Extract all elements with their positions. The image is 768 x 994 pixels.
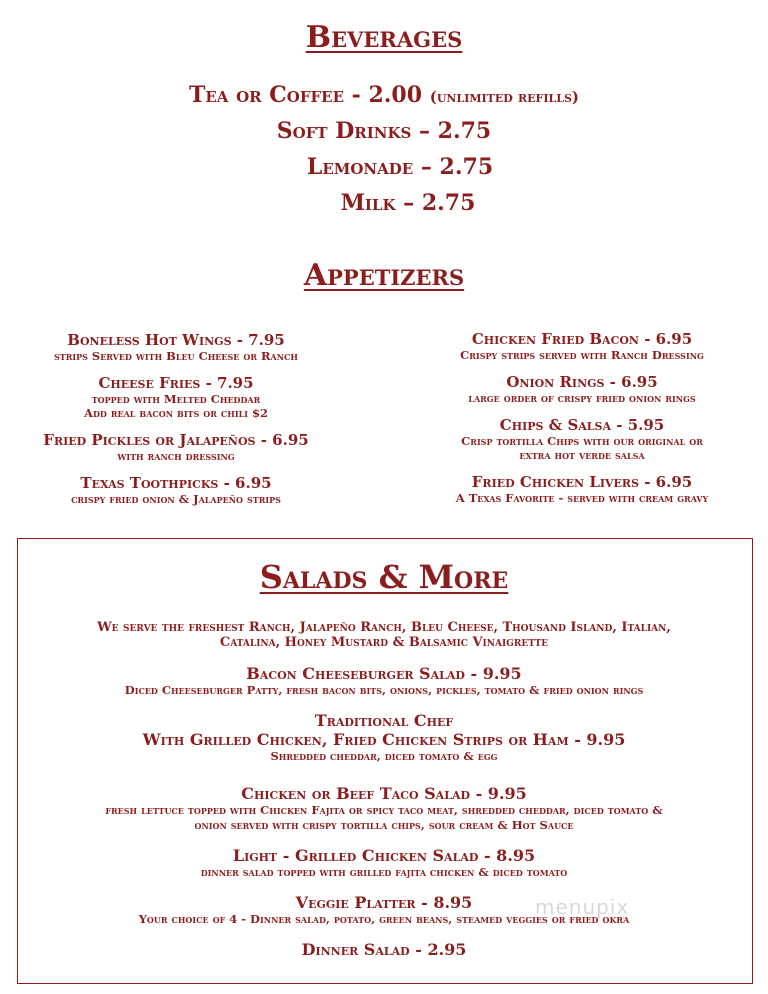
salad-item [0, 711, 768, 764]
dressings-line: Catalina, Honey Mustard & Balsamic Vinaigrette [219, 635, 549, 650]
beverage-item-note: (unlimited refills) [429, 88, 580, 106]
salad-item-name: Veggie Platter - 8.95 [295, 893, 473, 912]
beverages-heading: Beverages [305, 20, 463, 55]
watermark-logo: menupix [535, 895, 630, 919]
salad-item-name: Chicken or Beef Taco Salad - 9.95 [241, 784, 527, 803]
beverage-item-text: Tea or Coffee - 2.00 [188, 82, 423, 108]
salad-item-desc: dinner salad topped with grilled fajita chicken & diced tomato [200, 865, 568, 879]
salad-item [0, 940, 768, 959]
menu-item-desc: extra hot verde salsa [519, 448, 645, 462]
dressings-line: We serve the freshest Ranch, Jalapeño Ranch, Bleu Cheese, Thousand Island, Italian, [97, 620, 671, 635]
salad-item [0, 846, 768, 880]
salad-item [0, 664, 768, 698]
beverage-item: Lemonade – 2.75 [306, 154, 494, 180]
menu-item-name: Fried Pickles or Jalapeños - 6.95 [43, 431, 309, 449]
beverage-item [0, 82, 768, 108]
menu-item-desc: with ranch dressing [117, 449, 235, 463]
salad-item-name: Light - Grilled Chicken Salad - 8.95 [232, 846, 536, 865]
salad-item [0, 784, 768, 833]
menu-item-name: Fried Chicken Livers - 6.95 [471, 473, 693, 491]
appetizers-left-column [14, 332, 338, 518]
menu-item [14, 475, 338, 506]
salad-item-desc: Diced Cheeseburger Patty, fresh bacon bits, onions, pickles, tomato & fried onion rings [124, 683, 644, 697]
menu-item [14, 332, 338, 363]
menu-item-name: Boneless Hot Wings - 7.95 [67, 331, 285, 349]
menu-item-name: Cheese Fries - 7.95 [98, 374, 254, 392]
menu-item-desc: A Texas Favorite - served with cream gravy [455, 491, 709, 505]
menu-item-desc: Crispy strips served with Ranch Dressing [460, 348, 704, 362]
salad-item-name: With Grilled Chicken, Fried Chicken Strips or Ham - 9.95 [142, 730, 626, 749]
salad-item-desc: Your choice of 4 - Dinner salad, potato, green beans, steamed veggies or fried okra [138, 912, 630, 926]
salad-item-desc: onion served with crispy tortilla chips, sour cream & Hot Sauce [194, 818, 574, 832]
menu-item [14, 432, 338, 463]
salad-item-name: Dinner Salad - 2.95 [301, 940, 467, 959]
menu-item [412, 474, 752, 505]
menu-item-desc: topped with Melted Cheddar [91, 392, 261, 406]
menu-item-desc: crispy fried onion & Jalapeño strips [71, 492, 281, 506]
menu-item [412, 331, 752, 362]
salad-item-desc: fresh lettuce topped with Chicken Fajita or spicy taco meat, shredded cheddar, diced tomato & [105, 803, 663, 817]
salad-item-desc: Shredded cheddar, diced tomato & egg [270, 749, 498, 763]
salad-item-name: Traditional Chef [314, 711, 454, 730]
menu-item-desc: large order of crispy fried onion rings [468, 391, 696, 405]
menu-item-desc: Crisp tortilla Chips with our original or [461, 434, 703, 448]
appetizers-heading: Appetizers [303, 258, 465, 293]
menu-item-name: Chicken Fried Bacon - 6.95 [471, 330, 693, 348]
dressings-note [0, 620, 768, 650]
menu-item [412, 417, 752, 462]
menu-item [412, 374, 752, 405]
menu-item-name: Chips & Salsa - 5.95 [499, 416, 665, 434]
beverage-item: Milk – 2.75 [340, 190, 476, 216]
appetizers-right-column [412, 331, 752, 517]
salad-item-name: Bacon Cheeseburger Salad - 9.95 [246, 664, 522, 683]
salads-heading: Salads & More [259, 558, 509, 596]
menu-item-name: Onion Rings - 6.95 [506, 373, 658, 391]
salad-item [0, 893, 768, 927]
beverage-item: Soft Drinks – 2.75 [276, 118, 492, 144]
menu-item-desc: strips Served with Bleu Cheese or Ranch [53, 349, 298, 363]
menu-item-name: Texas Toothpicks - 6.95 [80, 474, 272, 492]
menu-item-desc: Add real bacon bits or chili $2 [84, 406, 268, 420]
menu-item [14, 375, 338, 420]
